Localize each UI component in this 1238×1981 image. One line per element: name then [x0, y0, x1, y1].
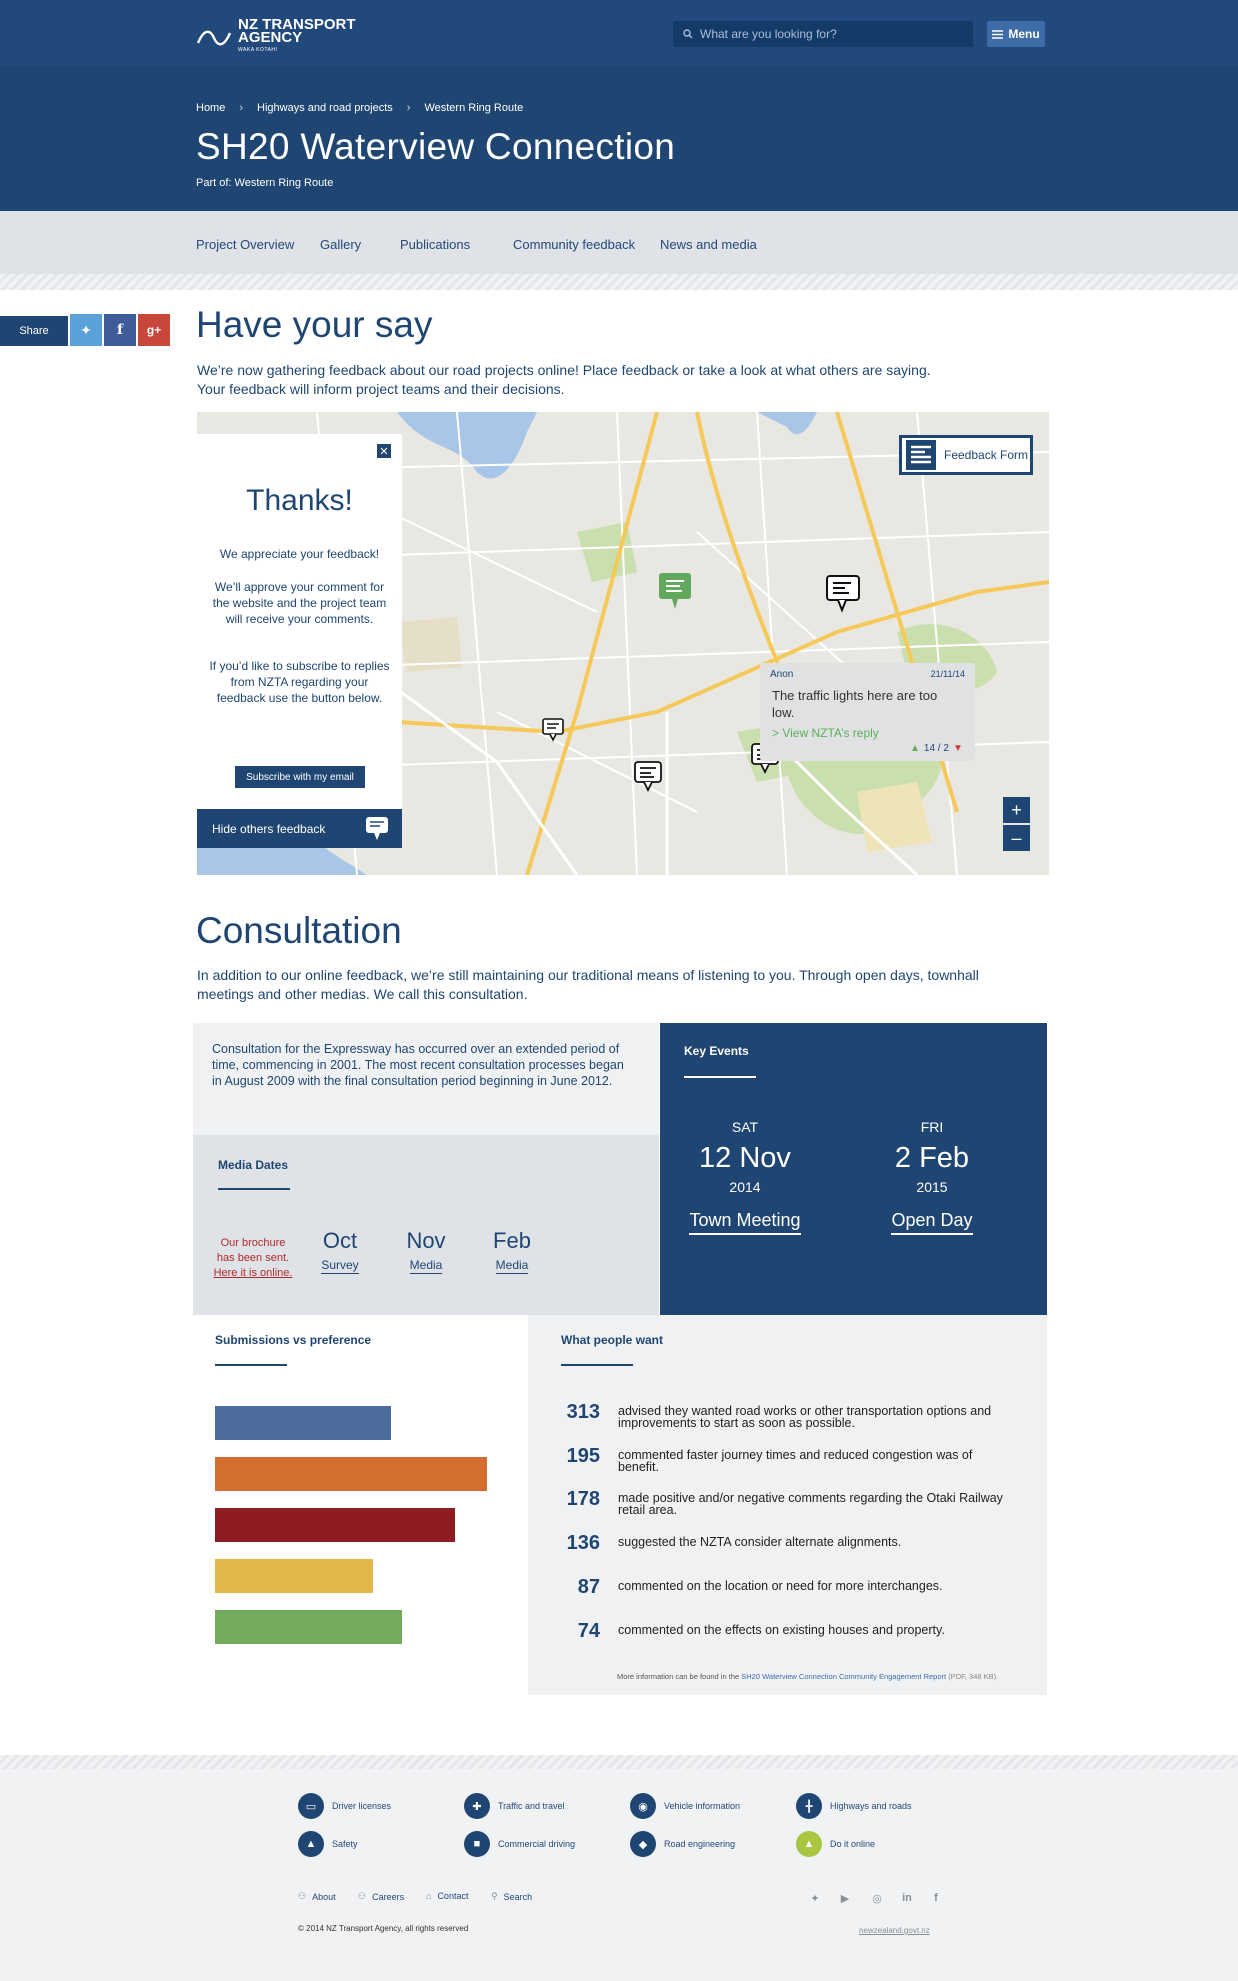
traffic-icon: ✚ — [464, 1793, 490, 1819]
subscribe-email-button[interactable]: Subscribe with my email — [235, 766, 365, 788]
key-events-box — [660, 1023, 1047, 1315]
submission-bar — [215, 1406, 391, 1440]
footer-link-label: Traffic and travel — [498, 1801, 565, 1811]
logo-mark-icon — [196, 27, 232, 49]
vote-count: 14 / 2 — [923, 743, 949, 754]
facebook-icon: f — [116, 322, 124, 338]
tab-gallery[interactable]: Gallery — [320, 237, 362, 252]
breadcrumb-western-ring[interactable]: Western Ring Route — [424, 102, 524, 114]
media-date-feb[interactable] — [482, 1228, 542, 1274]
stat-row — [540, 1576, 1013, 1599]
have-your-say-line-2: Your feedback will inform project teams and their decisions. — [197, 381, 565, 397]
home-icon: ⌂ — [426, 1891, 432, 1901]
footer-link-driver-licenses[interactable] — [298, 1793, 391, 1819]
event-name: Open Day — [891, 1210, 972, 1235]
footer-contact-link[interactable] — [426, 1891, 468, 1901]
thumbs-down-icon[interactable]: ▼ — [952, 743, 963, 754]
search-input[interactable] — [673, 21, 973, 47]
online-warning-icon: ▲ — [796, 1831, 822, 1857]
search-icon — [683, 29, 693, 39]
media-dates-underline — [218, 1188, 290, 1190]
footer-link-commercial-driving[interactable] — [464, 1831, 575, 1857]
footer-link-label: Safety — [332, 1839, 358, 1849]
share-label: Share — [0, 316, 68, 346]
consultation-info-box — [193, 1023, 659, 1135]
part-of-label[interactable]: Part of: Western Ring Route — [196, 177, 334, 189]
tab-project-overview[interactable]: Project Overview — [196, 237, 295, 252]
tab-community-feedback[interactable]: Community feedback — [513, 237, 636, 252]
event-date: 12 Nov — [699, 1142, 791, 1174]
stat-row — [540, 1532, 1013, 1555]
submission-bar — [215, 1610, 402, 1644]
have-your-say-heading: Have your say — [196, 304, 433, 345]
media-dates-label: Media Dates — [218, 1158, 289, 1172]
popup-author: Anon — [770, 669, 794, 680]
stat-number: 313 — [566, 1401, 600, 1423]
facebook-share-button[interactable] — [104, 314, 136, 346]
twitter-icon[interactable]: ✦ — [810, 1892, 820, 1905]
car-icon: ◉ — [630, 1793, 656, 1819]
nzta-logo[interactable] — [196, 18, 356, 57]
pinterest-icon[interactable]: ◎ — [872, 1892, 882, 1905]
event-open-day[interactable] — [882, 1119, 982, 1235]
footer-link-label: Vehicle information — [664, 1801, 741, 1811]
project-subnav — [0, 211, 1238, 274]
top-header — [0, 0, 1238, 66]
event-year: 2014 — [729, 1179, 761, 1195]
submission-bar — [215, 1508, 455, 1542]
footer-bottom-label: Contact — [437, 1891, 469, 1901]
stat-number: 74 — [577, 1620, 600, 1642]
stat-row — [540, 1445, 1013, 1473]
media-type: Media — [495, 1258, 529, 1272]
hamburger-icon — [992, 30, 1003, 39]
stat-text: commented on the effects on existing houses and property. — [618, 1623, 945, 1637]
event-name: Town Meeting — [689, 1210, 800, 1235]
zoom-out-button[interactable]: – — [1003, 825, 1030, 851]
stat-text: commented faster journey times and reduced congestion was of benefit. — [618, 1448, 973, 1474]
footer-link-label: Road engineering — [664, 1839, 736, 1849]
thanks-text-2: We’ll approve your comment for the website and the project team will receive your comments. — [212, 580, 387, 626]
thumbs-up-icon[interactable]: ▲ — [910, 743, 920, 754]
stat-row — [540, 1488, 1013, 1516]
feedback-popup — [760, 663, 975, 761]
tab-news-and-media[interactable]: News and media — [660, 237, 757, 252]
hide-feedback-label: Hide others feedback — [212, 821, 326, 836]
engagement-report-link[interactable]: SH20 Waterview Connection Community Engagement Report — [741, 1672, 947, 1681]
media-date-oct[interactable] — [310, 1228, 370, 1274]
stat-number: 136 — [566, 1532, 600, 1554]
media-month: Feb — [493, 1228, 531, 1253]
footer-about-link[interactable] — [298, 1891, 336, 1902]
media-date-nov[interactable] — [396, 1228, 456, 1274]
feedback-bubble-icon[interactable] — [541, 717, 565, 743]
thanks-text-1: We appreciate your feedback! — [219, 547, 380, 561]
stat-text: suggested the NZTA consider alternate alignments. — [618, 1535, 902, 1549]
consultation-heading: Consultation — [196, 910, 402, 951]
stat-text: advised they wanted road works or other transportation options and improvements to start as soon as possible. — [618, 1404, 992, 1430]
breadcrumb-home[interactable]: Home — [196, 102, 226, 114]
popup-date: 21/11/14 — [930, 669, 965, 679]
footer-link-vehicle-info[interactable] — [630, 1793, 740, 1819]
stat-text: made positive and/or negative comments regarding the Otaki Railway retail area. — [618, 1491, 1003, 1517]
media-dates-box — [193, 1135, 659, 1315]
facebook-icon[interactable]: f — [934, 1892, 938, 1904]
popup-text: The traffic lights here are too low. — [772, 688, 938, 720]
have-your-say-line-1: We’re now gathering feedback about our road projects online! Place feedback or take a look at what others are saying. — [197, 362, 931, 378]
footer-link-label: Do it online — [830, 1839, 876, 1849]
stat-text: commented on the location or need for more interchanges. — [618, 1579, 943, 1593]
menu-label: Menu — [1008, 27, 1040, 41]
brochure-note — [213, 1236, 293, 1281]
twitter-share-button[interactable] — [70, 314, 102, 346]
footer-bottom-label: About — [312, 1891, 336, 1902]
feedback-form-button[interactable] — [899, 435, 1033, 475]
googleplus-share-button[interactable] — [138, 314, 170, 346]
consultation-info-text: Consultation for the Expressway has occurred over an extended period of time, commencing in 2001. The most recent consultation processes began in August 2009 with the final consultation period beginning in June 2012. — [212, 1042, 624, 1088]
thanks-text-3: If you’d like to subscribe to replies from NZTA regarding your feedback use the button below. — [209, 659, 390, 705]
breadcrumb-highways[interactable]: Highways and road projects — [257, 102, 393, 114]
footer-link-label: Driver licenses — [332, 1801, 392, 1811]
key-events-underline — [684, 1076, 756, 1078]
footer-bottom-label: Search — [503, 1891, 533, 1902]
youtube-icon[interactable]: ▶ — [840, 1892, 850, 1905]
footer-bottom-label: Careers — [372, 1891, 405, 1902]
footer-link-label: Commercial driving — [498, 1839, 576, 1849]
engineering-icon: ◆ — [630, 1831, 656, 1857]
event-year: 2015 — [916, 1179, 948, 1195]
page-title: SH20 Waterview Connection — [196, 126, 676, 167]
chevron-right-icon: › — [239, 102, 244, 114]
stat-number: 178 — [566, 1488, 600, 1510]
feedback-bubble-icon[interactable] — [633, 760, 663, 794]
site-footer — [0, 1755, 1238, 1981]
form-icon — [906, 440, 936, 470]
copyright: © 2014 NZ Transport Agency, all rights reserved — [298, 1924, 469, 1933]
submission-bar — [215, 1559, 373, 1593]
footer-link-highways-roads[interactable] — [796, 1793, 912, 1819]
people-icon: ⚇ — [358, 1891, 367, 1901]
divider-stripe — [0, 274, 1238, 290]
key-events-label: Key Events — [684, 1044, 749, 1058]
logo-line-1: NZ TRANSPORT — [238, 16, 356, 33]
footer-careers-link[interactable] — [358, 1891, 404, 1902]
stat-row — [540, 1401, 1013, 1429]
event-day: SAT — [731, 1119, 759, 1135]
id-card-icon: ▭ — [298, 1793, 324, 1819]
feedback-bubble-icon[interactable] — [825, 574, 861, 614]
consultation-line-1: In addition to our online feedback, we’re still maintaining our traditional means of listening to you. Through open days, townhall — [197, 967, 979, 983]
more-info-prefix: More information can be found in the — [617, 1672, 740, 1681]
what-people-want-label: What people want — [561, 1333, 663, 1347]
footer-search-link[interactable] — [491, 1891, 532, 1902]
govt-link[interactable]: newzealand.govt.nz — [859, 1926, 930, 1935]
hide-feedback-button[interactable] — [197, 809, 402, 848]
feedback-pin-icon[interactable] — [658, 572, 694, 612]
footer-link-traffic-travel[interactable] — [464, 1793, 565, 1819]
more-info-note — [617, 1672, 998, 1681]
footer-link-road-engineering[interactable] — [630, 1831, 735, 1857]
zoom-in-button[interactable]: + — [1003, 797, 1030, 823]
media-month: Nov — [406, 1228, 446, 1253]
submission-bar — [215, 1457, 487, 1491]
view-reply-link[interactable]: > View NZTA’s reply — [772, 726, 879, 740]
consultation-line-2: meetings and other medias. We call this consultation. — [197, 986, 528, 1002]
people-icon: ⚇ — [298, 1891, 307, 1901]
more-info-suffix: (PDF, 348 KB). — [948, 1672, 999, 1681]
menu-button[interactable] — [987, 21, 1045, 47]
footer-link-label: Highways and roads — [830, 1801, 912, 1811]
truck-icon: ■ — [464, 1831, 490, 1857]
stat-number: 195 — [566, 1445, 600, 1467]
event-date: 2 Feb — [894, 1142, 970, 1174]
logo-subtitle: WAKA KOTAHI — [238, 47, 278, 53]
submissions-underline — [215, 1364, 287, 1366]
brochure-line-1: Our brochure — [220, 1237, 286, 1249]
media-type: Media — [409, 1258, 443, 1272]
stat-number: 87 — [577, 1576, 600, 1598]
brochure-line-2: has been sent. — [216, 1252, 290, 1264]
what-people-want-underline — [561, 1364, 633, 1366]
logo-line-2: AGENCY — [238, 29, 303, 46]
twitter-icon: ✦ — [80, 321, 92, 338]
comment-icon — [365, 816, 389, 842]
event-town-meeting[interactable] — [680, 1119, 810, 1235]
brochure-online-link[interactable]: Here it is online. — [213, 1267, 293, 1279]
thanks-heading: Thanks! — [246, 484, 353, 517]
warning-icon: ▲ — [298, 1831, 324, 1857]
media-type: Survey — [321, 1258, 359, 1272]
tab-publications[interactable]: Publications — [400, 237, 471, 252]
close-icon[interactable]: ✕ — [377, 444, 391, 458]
googleplus-icon: g+ — [146, 323, 162, 337]
feedback-form-label: Feedback Form — [944, 448, 1029, 462]
breadcrumb — [196, 102, 523, 114]
event-day: FRI — [920, 1119, 944, 1135]
stat-row — [540, 1620, 1013, 1643]
submissions-label: Submissions vs preference — [215, 1333, 372, 1347]
footer-link-do-it-online[interactable] — [796, 1831, 875, 1857]
footer-stripe — [0, 1755, 1238, 1769]
linkedin-icon[interactable]: in — [902, 1892, 912, 1904]
footer-link-safety[interactable] — [298, 1831, 358, 1857]
media-month: Oct — [322, 1228, 358, 1253]
chevron-right-icon: › — [406, 102, 411, 114]
popup-votes — [910, 743, 963, 754]
search-icon: ⚲ — [491, 1891, 498, 1901]
road-icon: ╋ — [796, 1793, 822, 1819]
search-placeholder: What are you looking for? — [700, 27, 837, 41]
